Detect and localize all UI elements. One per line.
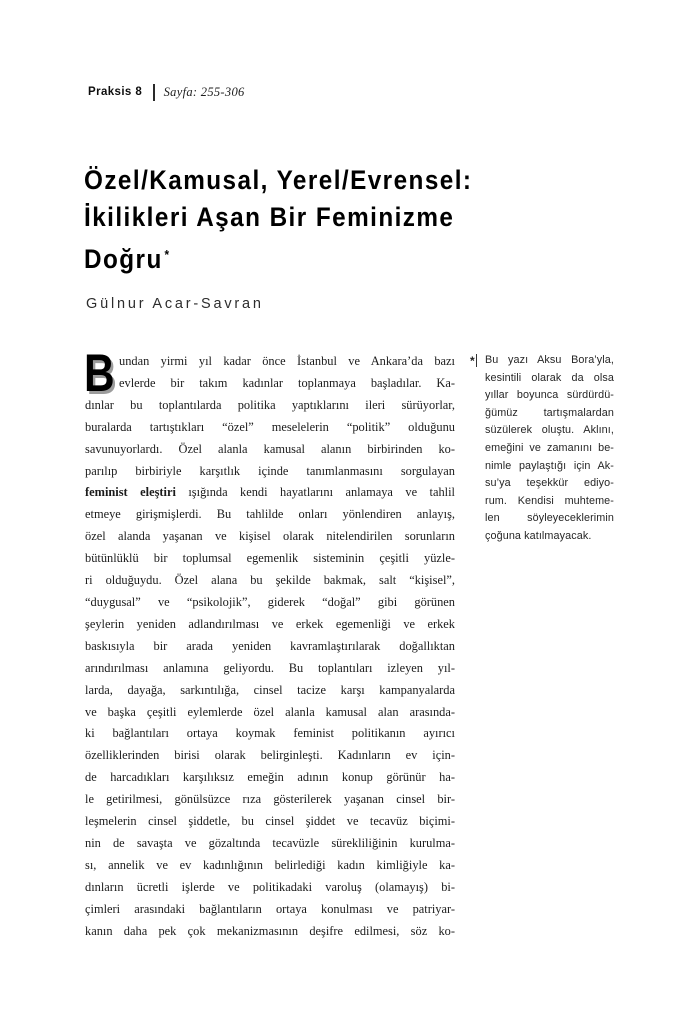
title-line-2: İkilikleri Aşan Bir Feminizme bbox=[84, 202, 455, 232]
body-text-line: le getirilmesi, gönülsüzce rıza gösterilerek yaşanan cinsel bir- bbox=[85, 792, 455, 807]
body-text-line: özelliklerinden birisi olarak belirginleşti. Kadınların ev için- bbox=[85, 748, 455, 763]
sidenote-text-line: yıllar boyunca sürdürdü- bbox=[485, 389, 614, 402]
bold-phrase: feminist eleştiri bbox=[85, 485, 176, 500]
drop-cap-letter: B bbox=[84, 344, 115, 403]
title-line-3-text: Doğru bbox=[84, 244, 163, 274]
sidenote-text-line: su’ya teşekkür ediyo- bbox=[485, 477, 614, 490]
sidenote-text bbox=[485, 352, 614, 546]
author-name: Gülnur Acar-Savran bbox=[86, 296, 264, 312]
sidenote-text-line: nimle paylaştığı için Ak- bbox=[485, 459, 614, 472]
header-divider-bar bbox=[153, 84, 155, 101]
sidenote-text-line: Bu yazı Aksu Bora’yla, bbox=[485, 354, 614, 366]
body-text-line: buralarda tartıştıkları “özel” meselelerin “politik” olduğunu bbox=[85, 419, 455, 434]
asterisk-icon: * bbox=[470, 354, 475, 368]
body-text-line: feminist eleştiri ışığında kendi hayatlarını anlamaya ve tahlil bbox=[85, 485, 455, 500]
body-text-line: çimleri arasındaki bağlantıların ortaya konulması ve patriyar- bbox=[85, 901, 455, 916]
body-text-line: sı, annelik ve ev kadınlığının belirlediği kadın kimliğiyle ka- bbox=[85, 857, 455, 872]
sidenote-text-line: len söyleyeceklerimin bbox=[485, 512, 614, 525]
title-line-3 bbox=[84, 236, 472, 278]
article-title bbox=[84, 162, 472, 278]
body-text-line: “duygusal” ve “psikolojik”, giderek “doğal” gibi görünen bbox=[85, 594, 455, 609]
sidenote-text-line: rum. Kendisi muhteme- bbox=[485, 494, 614, 507]
body-text-line: ki bağlantıları ortaya koymak feminist politikanın ayırıcı bbox=[85, 726, 455, 741]
sidenote-text-line: ğümüz tartışmalardan bbox=[485, 406, 614, 419]
title-line-1: Özel/Kamusal, Yerel/Evrensel: bbox=[84, 165, 473, 195]
body-text-line: savunuyorlardı. Özel alanla kamusal alanın birbirinden ko- bbox=[85, 441, 455, 456]
sidenote bbox=[470, 352, 614, 546]
body-text-line: dınlar bu toplantılarda politika yaptıklarını ileri sürüyorlar, bbox=[85, 397, 455, 412]
page-range: Sayfa: 255-306 bbox=[163, 84, 245, 99]
body-text bbox=[84, 344, 455, 942]
footnote-divider-bar bbox=[476, 354, 477, 367]
body-text-line: larda, dayağa, sarkıntılığa, cinsel tacize karşı kampanyalarda bbox=[85, 682, 455, 697]
body-text-line: etmeye girişmişlerdi. Bu tahlilde onları yönlendiren anlayış, bbox=[85, 507, 455, 522]
title-footnote-asterisk: * bbox=[164, 247, 170, 262]
body-text-line: de harcadıkları karşılıksız emeğin adının konup görünür ha- bbox=[85, 770, 455, 785]
body-text-line: ri olduğuydu. Özel alana bu şekilde bakmak, salt “kişisel”, bbox=[85, 573, 455, 588]
journal-title: Praksis 8 bbox=[88, 86, 143, 98]
body-text-line: dınların ücretli işlerde ve politikadaki varoluş (olamayış) bi- bbox=[85, 879, 455, 894]
body-text-line: parılıp birbiriyle karşıtlık içinde tanımlanmasını sorgulayan bbox=[85, 463, 455, 478]
sidenote-text-line: kesintili olarak da olsa bbox=[485, 371, 614, 384]
body-text-line: kanın daha pek çok mekanizmasının deşifre edilmesi, söz ko- bbox=[85, 923, 455, 938]
body-text-line: nin de savaşta ve gözaltında tecavüzle sürekliliğinin kurulma- bbox=[85, 835, 455, 850]
body-text-line: şeylerin yeniden adlandırılması ve erkek egemenliği ve erkek bbox=[85, 616, 455, 631]
body-text-line: ve başka çeşitli eylemlerde özel alanla kamusal alan arasında- bbox=[85, 704, 455, 719]
body-text-line: evlerde bir takım kadınlar toplanmaya başladılar. Ka- bbox=[119, 375, 455, 390]
body-text-line: özel alanda yaşanan ve kişisel olarak nitelendirilen sorunların bbox=[85, 529, 455, 544]
body-text-line: leşmelerin cinsel şiddetle, bu cinsel şiddet ve tecavüz biçimi- bbox=[85, 814, 455, 829]
page-header bbox=[88, 83, 245, 101]
body-column bbox=[84, 344, 455, 942]
sidenote-text-line: çoğuna katılmayacak. bbox=[485, 529, 592, 542]
body-text-line: arındırılması anlamına geliyordu. Bu toplantıları izleyen yıl- bbox=[85, 660, 455, 675]
body-text-line: bütünlüklü bir toplumsal egemenlik sisteminin çeşitli yüzle- bbox=[85, 551, 455, 566]
footnote-marker bbox=[470, 352, 485, 368]
sidenote-text-line: süzülerek oluştu. Aklını, bbox=[485, 424, 614, 437]
body-text-line: baskısıyla bir arada yeniden kavramlaştırılarak doğallıktan bbox=[85, 638, 455, 653]
body-text-line: undan yirmi yıl kadar önce İstanbul ve Ankara’da bazı bbox=[119, 354, 455, 368]
sidenote-text-line: emeğini ve zamanını be- bbox=[485, 441, 614, 454]
